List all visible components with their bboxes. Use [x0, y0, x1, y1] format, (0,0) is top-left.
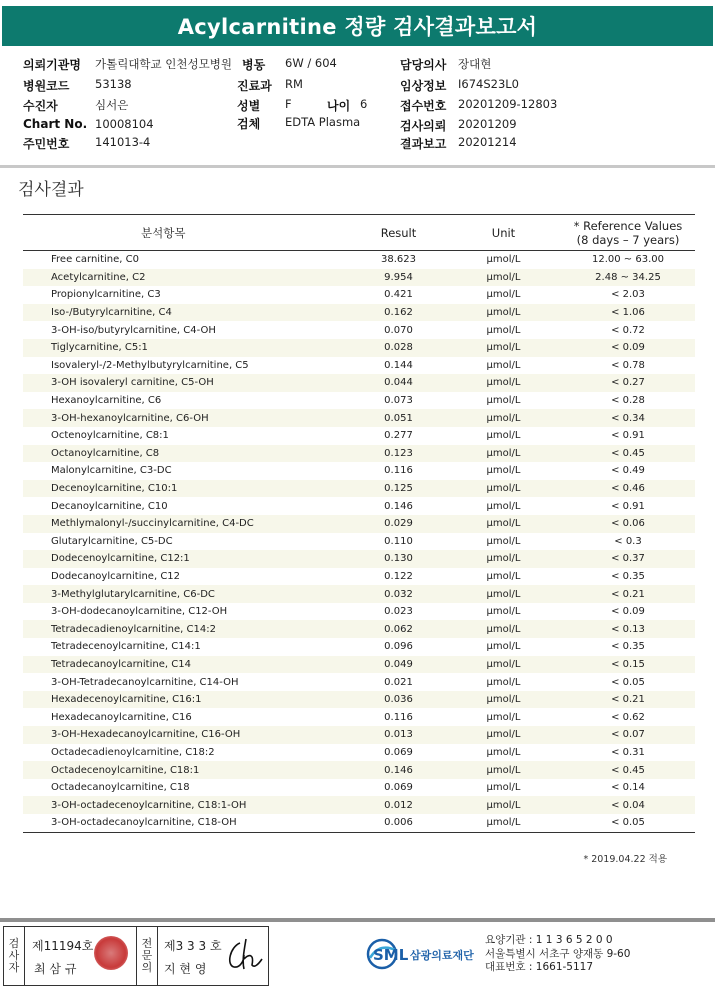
- clinical-label: 임상정보: [400, 79, 447, 93]
- results-table: [23, 214, 695, 833]
- reference-value: < 0.09: [611, 606, 645, 618]
- unit-value: µmol/L: [486, 465, 521, 477]
- reference-value: < 0.15: [561, 656, 695, 674]
- analyte-name: 3-OH-hexanoylcarnitine, C6-OH: [23, 409, 351, 427]
- reference-value: < 0.05: [561, 814, 695, 832]
- table-row: [23, 321, 695, 339]
- hospital-code-label: 병원코드: [23, 79, 70, 93]
- reference-value: < 0.62: [611, 711, 645, 723]
- analyte-name: 3-OH-Hexadecanoylcarnitine, C16-OH: [23, 726, 351, 744]
- logo-text: SML: [373, 946, 409, 964]
- reference-value: < 0.45: [561, 445, 695, 463]
- report-title: Acylcarnitine 정량 검사결과보고서: [2, 6, 713, 46]
- table-row: [23, 357, 695, 375]
- analyte-name: Glutarylcarnitine, C5-DC: [51, 535, 173, 547]
- analyte-name: Dodecenoylcarnitine, C12:1: [23, 550, 351, 568]
- result-value: 0.013: [351, 726, 446, 744]
- doctor-name: 지 현 영: [164, 962, 207, 976]
- result-value: 0.028: [351, 339, 446, 357]
- table-row: [23, 374, 695, 392]
- unit-value: µmol/L: [446, 726, 561, 744]
- unit-value: µmol/L: [446, 620, 561, 638]
- analyte-name: Octadecadienoylcarnitine, C18:2: [51, 746, 215, 758]
- unit-value: µmol/L: [446, 269, 561, 287]
- result-value: 0.012: [351, 796, 446, 814]
- result-value: 0.277: [384, 430, 413, 442]
- reference-value: < 0.35: [611, 570, 645, 582]
- company-phone: 대표번호 : 1661-5117: [485, 961, 594, 973]
- recipient-label: 수진자: [23, 99, 58, 113]
- reference-value: < 2.03: [611, 289, 645, 301]
- table-row: [23, 269, 695, 287]
- analyte-name: Dodecanoylcarnitine, C12: [51, 570, 181, 582]
- reference-value: < 0.3: [614, 535, 642, 547]
- analyte-name: Octadecanoylcarnitine, C18: [51, 782, 190, 794]
- specimen-value: EDTA Plasma: [285, 115, 361, 129]
- table-row: [23, 497, 695, 515]
- header-unit: Unit: [446, 215, 561, 251]
- unit-value: µmol/L: [486, 746, 521, 758]
- rrn-value: 141013-4: [95, 135, 151, 149]
- result-value: 0.123: [351, 445, 446, 463]
- analyte-name: 3-OH-octadecanoylcarnitine, C18-OH: [23, 814, 351, 832]
- age-value: 6: [360, 97, 368, 111]
- analyte-name: Hexadecanoylcarnitine, C16: [51, 711, 192, 723]
- result-value: 0.146: [384, 500, 413, 512]
- reference-value: < 0.06: [561, 515, 695, 533]
- doctor-value: 장대현: [458, 57, 492, 71]
- unit-value: µmol/L: [446, 814, 561, 832]
- tester-number: 제11194호: [32, 939, 94, 953]
- reference-value: < 0.28: [611, 395, 645, 407]
- analyte-name: Tetradecenoylcarnitine, C14:1: [51, 641, 201, 653]
- unit-value: µmol/L: [486, 570, 521, 582]
- reference-value: < 0.46: [561, 480, 695, 498]
- analyte-name: Tetradecanoylcarnitine, C14: [23, 656, 351, 674]
- unit-value: µmol/L: [446, 761, 561, 779]
- header-reference: [561, 215, 695, 251]
- institution-label: 의뢰기관명: [23, 58, 81, 72]
- reference-value: < 0.91: [611, 500, 645, 512]
- reference-value: 12.00 ~ 63.00: [592, 254, 664, 266]
- analyte-name: 3-OH isovaleryl carnitine, C5-OH: [23, 374, 351, 392]
- receipt-label: 접수번호: [400, 99, 447, 113]
- doctor-label-char: 전: [141, 937, 153, 950]
- result-value: 0.116: [384, 465, 413, 477]
- ward-value: 6W / 604: [285, 56, 337, 70]
- result-value: 0.070: [384, 324, 413, 336]
- care-code: 요양기관 : 1 1 3 6 5 2 0 0: [485, 934, 613, 946]
- table-row: [23, 286, 695, 304]
- unit-value: µmol/L: [486, 782, 521, 794]
- reference-value: < 0.91: [611, 430, 645, 442]
- result-value: 0.023: [384, 606, 413, 618]
- sml-logo-icon: [365, 936, 485, 972]
- result-value: 0.096: [384, 641, 413, 653]
- chart-value: 10008104: [95, 117, 154, 131]
- table-row: [23, 339, 695, 357]
- result-value: 0.036: [351, 691, 446, 709]
- unit-value: µmol/L: [446, 374, 561, 392]
- doctor-number: 제3 3 3 호: [164, 939, 222, 953]
- analyte-name: 3-OH-dodecanoylcarnitine, C12-OH: [51, 606, 228, 618]
- unit-value: µmol/L: [486, 254, 521, 266]
- analyte-name: Octenoylcarnitine, C8:1: [51, 430, 169, 442]
- analyte-name: Methlymalonyl-/succinylcarnitine, C4-DC: [23, 515, 351, 533]
- analyte-name: Acetylcarnitine, C2: [23, 269, 351, 287]
- unit-value: µmol/L: [446, 480, 561, 498]
- analyte-name: Hexanoylcarnitine, C6: [51, 395, 162, 407]
- unit-value: µmol/L: [486, 500, 521, 512]
- table-row: [23, 761, 695, 779]
- signature-box: [3, 926, 269, 986]
- analyte-name: Octadecenoylcarnitine, C18:1: [23, 761, 351, 779]
- table-row: [23, 550, 695, 568]
- receipt-value: 20201209-12803: [458, 97, 558, 111]
- unit-value: µmol/L: [446, 585, 561, 603]
- unit-value: µmol/L: [446, 304, 561, 322]
- company-info: [485, 934, 630, 975]
- reference-value: < 0.35: [611, 641, 645, 653]
- analyte-name: Hexadecenoylcarnitine, C16:1: [23, 691, 351, 709]
- table-row: [23, 673, 695, 691]
- unit-value: µmol/L: [446, 656, 561, 674]
- analyte-name: 3-OH-iso/butyrylcarnitine, C4-OH: [51, 324, 216, 336]
- reference-value: < 0.72: [611, 324, 645, 336]
- result-value: 9.954: [351, 269, 446, 287]
- request-label: 검사의뢰: [400, 119, 447, 133]
- table-row: [23, 304, 695, 322]
- result-value: 0.062: [351, 620, 446, 638]
- patient-info: [0, 52, 715, 162]
- analyte-name: 3-Methylglutarylcarnitine, C6-DC: [23, 585, 351, 603]
- analyte-name: Decanoylcarnitine, C10: [51, 500, 168, 512]
- result-value: 0.069: [384, 746, 413, 758]
- unit-value: µmol/L: [446, 339, 561, 357]
- reference-value: < 0.49: [611, 465, 645, 477]
- hospital-code-value: 53138: [95, 77, 132, 91]
- reference-value: < 0.09: [561, 339, 695, 357]
- company-address: 서울특별시 서초구 양재동 9-60: [485, 947, 631, 960]
- result-value: 0.032: [351, 585, 446, 603]
- header-reference-line1: * Reference Values: [573, 218, 683, 233]
- result-value: 0.116: [384, 711, 413, 723]
- institution-value: 가톨릭대학교 인천성모병원: [95, 57, 232, 71]
- unit-value: µmol/L: [446, 796, 561, 814]
- seal-stamp-icon: [94, 936, 128, 970]
- table-row: [23, 603, 695, 621]
- header-item: 분석항목: [23, 215, 351, 251]
- table-row: [23, 814, 695, 832]
- sex-label: 성별: [237, 99, 261, 113]
- analyte-name: Tetradecadienoylcarnitine, C14:2: [23, 620, 351, 638]
- doctor-label: [136, 927, 158, 985]
- result-value: 0.069: [384, 782, 413, 794]
- doctor-label-char: 의: [141, 961, 153, 974]
- table-row: [23, 796, 695, 814]
- result-value: 0.421: [384, 289, 413, 301]
- reference-value: < 0.13: [561, 620, 695, 638]
- table-row: [23, 480, 695, 498]
- table-row: [23, 533, 695, 551]
- reference-value: < 0.34: [561, 409, 695, 427]
- tester-label-char: 자: [8, 961, 20, 974]
- analyte-name: Propionylcarnitine, C3: [51, 289, 161, 301]
- unit-value: µmol/L: [486, 430, 521, 442]
- table-row: [23, 462, 695, 480]
- section-title: 검사결과: [18, 180, 84, 200]
- clinical-value: I674S23L0: [458, 77, 519, 91]
- table-row: [23, 392, 695, 410]
- result-value: 0.006: [351, 814, 446, 832]
- reference-value: < 0.37: [561, 550, 695, 568]
- unit-value: µmol/L: [486, 606, 521, 618]
- unit-value: µmol/L: [486, 711, 521, 723]
- analyte-name: Free carnitine, C0: [51, 254, 139, 266]
- table-row: [23, 585, 695, 603]
- reference-value: < 0.45: [561, 761, 695, 779]
- table-row: [23, 251, 695, 269]
- result-value: 0.021: [384, 676, 413, 688]
- table-row: [23, 515, 695, 533]
- table-row: [23, 708, 695, 726]
- analyte-name: Malonylcarnitine, C3-DC: [51, 465, 172, 477]
- department-value: RM: [285, 77, 303, 91]
- reference-value: < 0.07: [561, 726, 695, 744]
- header-result: Result: [351, 215, 446, 251]
- table-row: [23, 638, 695, 656]
- result-value: 0.049: [351, 656, 446, 674]
- result-value: 0.130: [351, 550, 446, 568]
- result-value: 0.073: [384, 395, 413, 407]
- result-value: 0.144: [384, 359, 413, 371]
- reference-value: < 0.27: [561, 374, 695, 392]
- signature-icon: [222, 935, 266, 975]
- doctor-label-char: 문: [141, 949, 153, 962]
- footer-divider: [0, 918, 715, 922]
- analyte-name: 3-OH-Tetradecanoylcarnitine, C14-OH: [51, 676, 239, 688]
- rrn-label: 주민번호: [23, 137, 70, 151]
- unit-value: µmol/L: [486, 395, 521, 407]
- unit-value: µmol/L: [446, 409, 561, 427]
- divider: [0, 165, 715, 168]
- table-row: [23, 427, 695, 445]
- result-value: 38.623: [381, 254, 416, 266]
- unit-value: µmol/L: [446, 550, 561, 568]
- unit-value: µmol/L: [486, 641, 521, 653]
- result-value: 0.125: [351, 480, 446, 498]
- result-value: 0.146: [351, 761, 446, 779]
- reference-value: < 0.31: [611, 746, 645, 758]
- reference-value: < 0.78: [611, 359, 645, 371]
- unit-value: µmol/L: [446, 691, 561, 709]
- reference-value: < 0.14: [611, 782, 645, 794]
- department-label: 진료과: [237, 79, 272, 93]
- tester-label: [4, 927, 25, 985]
- table-row: [23, 744, 695, 762]
- unit-value: µmol/L: [486, 676, 521, 688]
- tester-name: 최 삼 규: [34, 962, 77, 976]
- chart-label: Chart No.: [23, 117, 88, 131]
- footnote: * 2019.04.22 적용: [583, 854, 667, 865]
- table-row: [23, 568, 695, 586]
- unit-value: µmol/L: [486, 324, 521, 336]
- table-row: [23, 656, 695, 674]
- company-name: 삼광의료재단: [410, 949, 474, 962]
- table-row: [23, 691, 695, 709]
- result-value: 0.044: [351, 374, 446, 392]
- reference-value: < 1.06: [561, 304, 695, 322]
- report-date-value: 20201214: [458, 135, 517, 149]
- header-reference-line2: (8 days – 7 years): [576, 232, 680, 247]
- table-row: [23, 779, 695, 797]
- unit-value: µmol/L: [446, 515, 561, 533]
- reference-value: < 0.21: [561, 691, 695, 709]
- unit-value: µmol/L: [486, 289, 521, 301]
- reference-value: 2.48 ~ 34.25: [561, 269, 695, 287]
- table-header: [23, 215, 695, 251]
- analyte-name: Tiglycarnitine, C5:1: [23, 339, 351, 357]
- unit-value: µmol/L: [486, 359, 521, 371]
- tester-label-char: 사: [8, 949, 20, 962]
- table-row: [23, 409, 695, 427]
- result-value: 0.051: [351, 409, 446, 427]
- table-row: [23, 620, 695, 638]
- table-row: [23, 726, 695, 744]
- analyte-name: 3-OH-octadecenoylcarnitine, C18:1-OH: [23, 796, 351, 814]
- reference-value: < 0.05: [611, 676, 645, 688]
- analyte-name: Iso-/Butyrylcarnitine, C4: [23, 304, 351, 322]
- report-date-label: 결과보고: [400, 137, 447, 151]
- result-value: 0.110: [384, 535, 413, 547]
- result-value: 0.162: [351, 304, 446, 322]
- ward-label: 병동: [242, 58, 266, 72]
- sex-value: F: [285, 97, 292, 111]
- analyte-name: Octanoylcarnitine, C8: [23, 445, 351, 463]
- specimen-label: 검체: [237, 117, 261, 131]
- result-value: 0.029: [351, 515, 446, 533]
- table-row: [23, 445, 695, 463]
- unit-value: µmol/L: [446, 445, 561, 463]
- reference-value: < 0.04: [561, 796, 695, 814]
- doctor-label: 담당의사: [400, 58, 447, 72]
- recipient-value: 심서은: [95, 98, 129, 112]
- analyte-name: Decenoylcarnitine, C10:1: [23, 480, 351, 498]
- tester-label-char: 검: [8, 937, 20, 950]
- request-value: 20201209: [458, 117, 517, 131]
- reference-value: < 0.21: [561, 585, 695, 603]
- result-value: 0.122: [384, 570, 413, 582]
- unit-value: µmol/L: [486, 535, 521, 547]
- age-label: 나이: [327, 99, 351, 113]
- analyte-name: Isovaleryl-/2-Methylbutyrylcarnitine, C5: [51, 359, 249, 371]
